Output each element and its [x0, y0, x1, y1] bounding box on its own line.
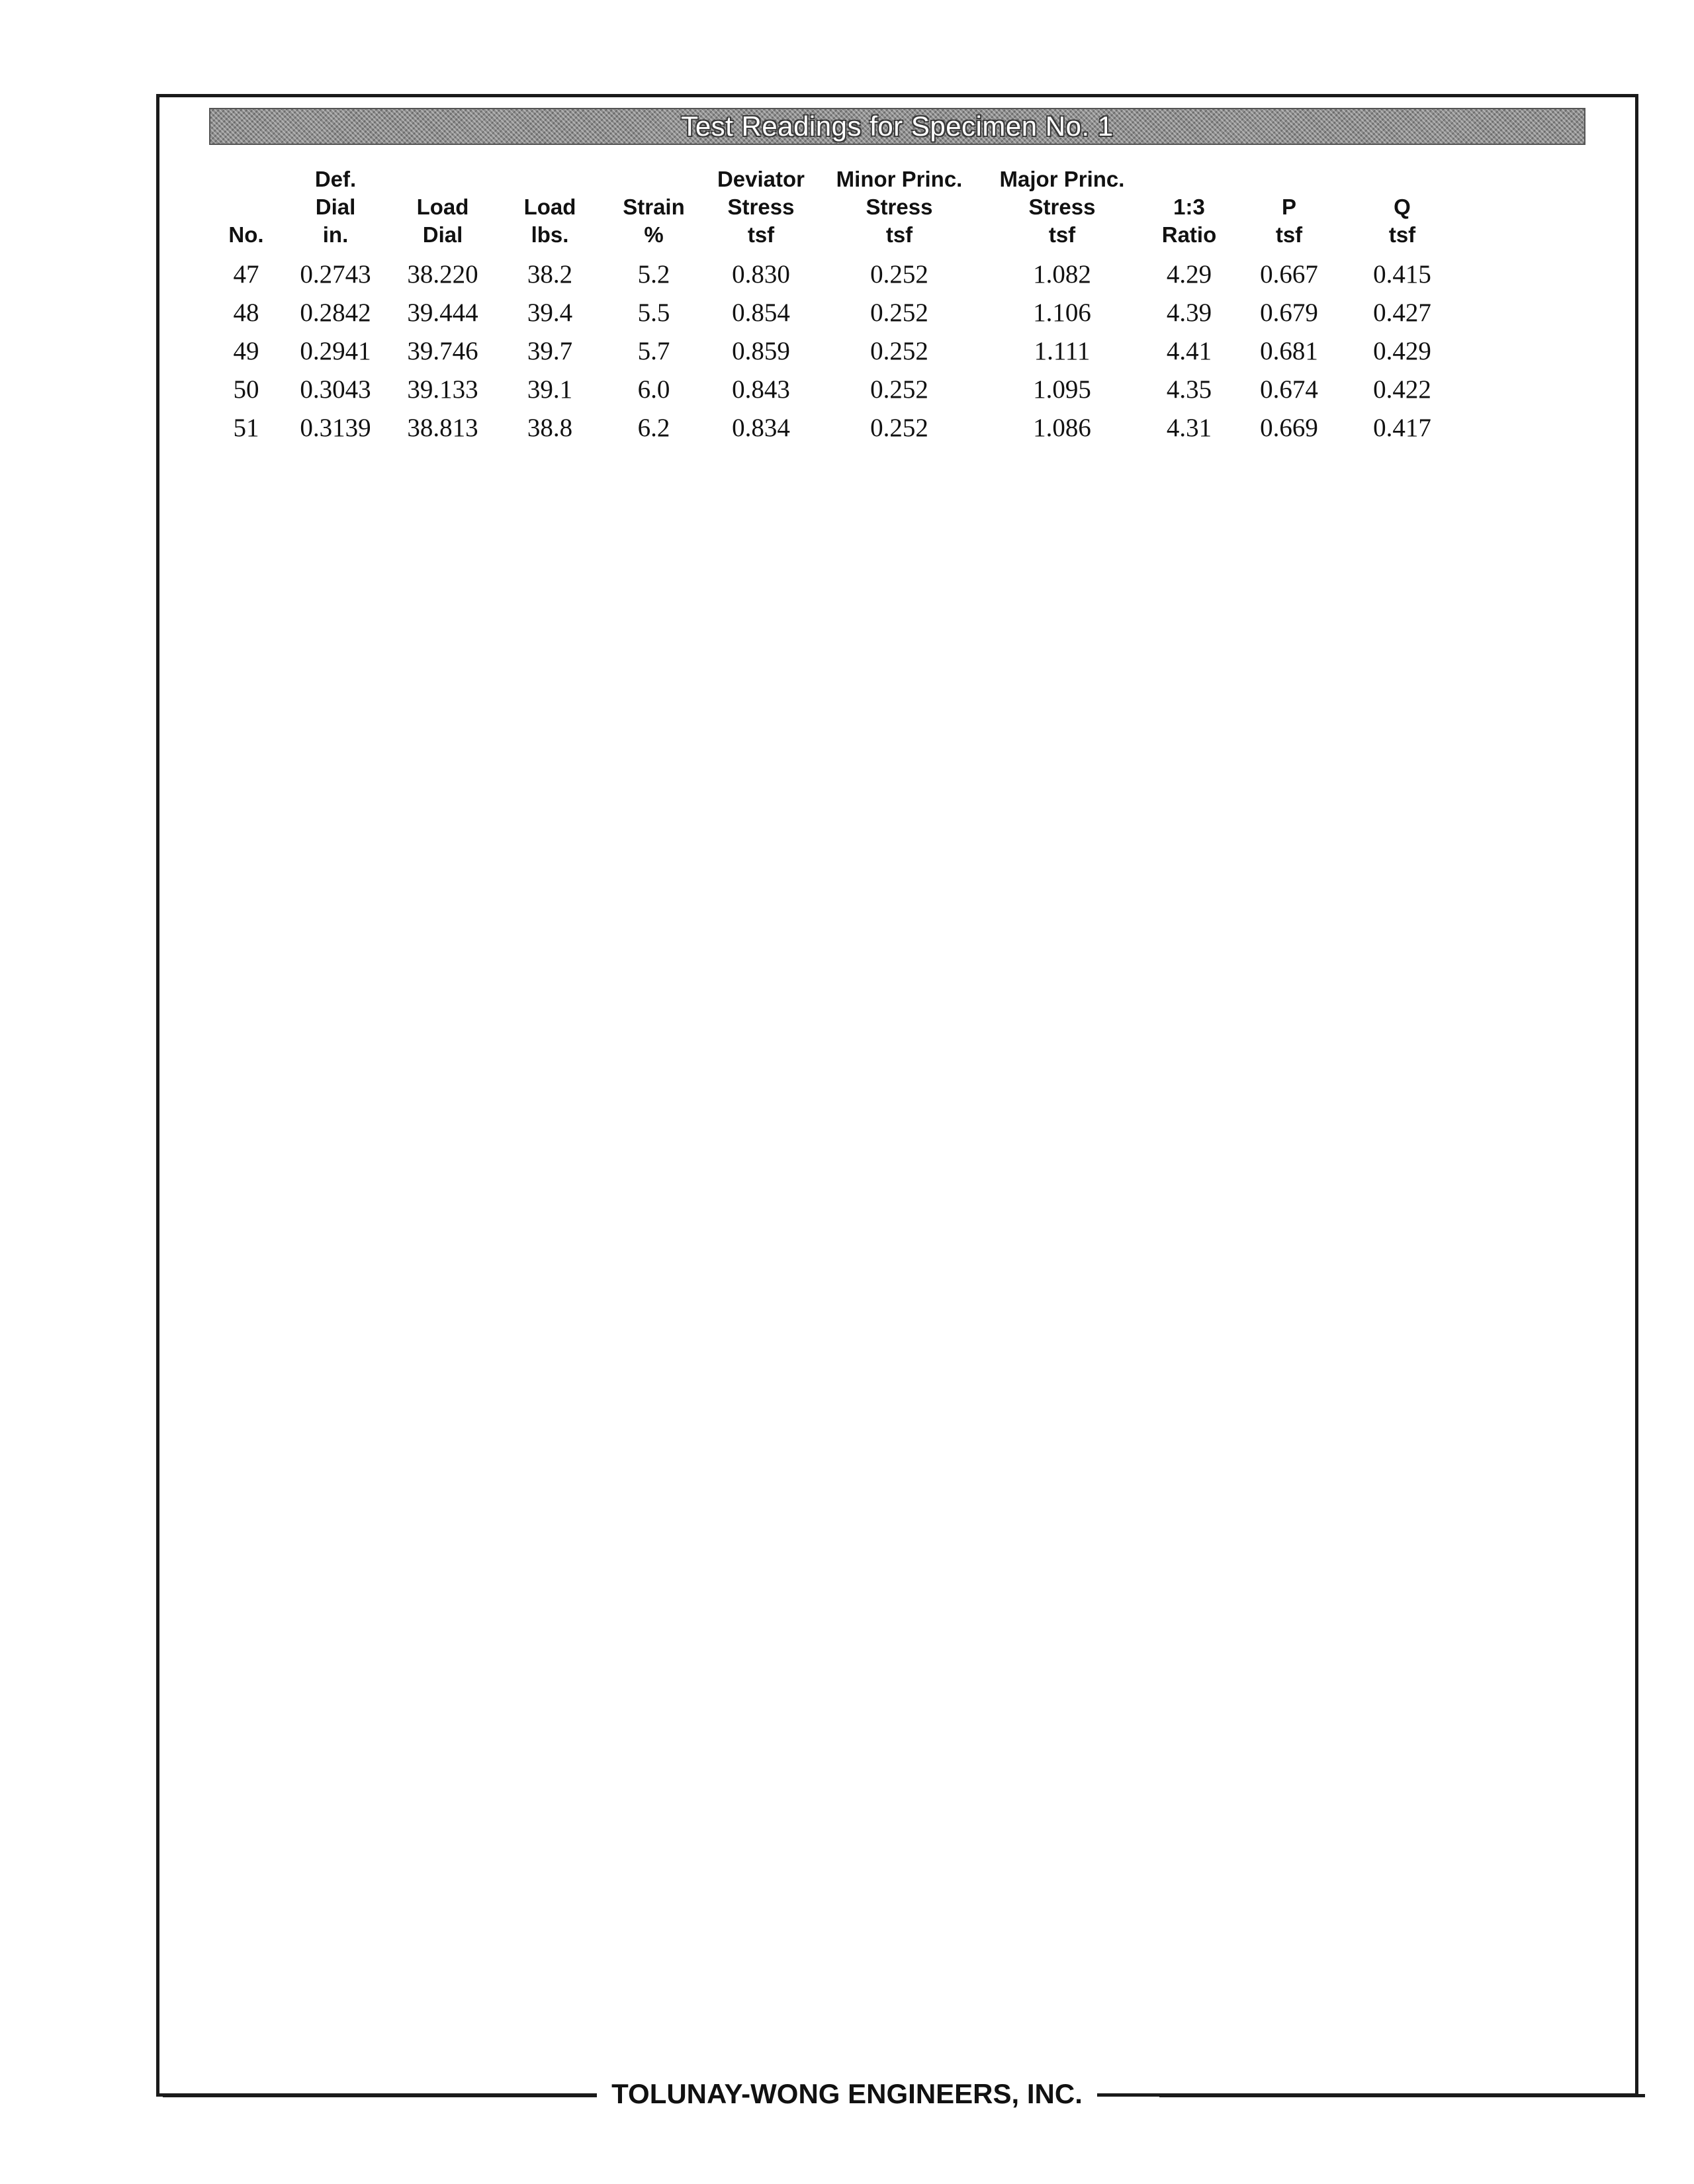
header-line: Dial: [315, 195, 356, 219]
cell-def-dial: 0.2941: [300, 337, 371, 365]
cell-p: 0.679: [1260, 298, 1318, 327]
cell-load-dial: 39.444: [407, 298, 478, 327]
cell-no: 47: [233, 260, 259, 289]
cell-q: 0.422: [1373, 375, 1431, 404]
cell-load-lbs: 39.7: [527, 337, 573, 365]
header-line: Deviator: [717, 167, 805, 191]
table-row: [210, 371, 1461, 409]
header-line: Major Princ.: [999, 167, 1125, 191]
cell-def-dial: 0.2842: [300, 298, 371, 327]
title-banner: [209, 108, 1585, 145]
header-line: Stress: [727, 195, 795, 219]
cell-strain: 6.0: [637, 375, 670, 404]
table-row: [210, 255, 1461, 294]
header-def-dial: [282, 165, 389, 255]
header-line: Q: [1394, 195, 1411, 219]
table-row: [210, 409, 1461, 447]
header-line: Stress: [1028, 195, 1096, 219]
header-no: [210, 165, 282, 255]
cell-q: 0.415: [1373, 260, 1431, 289]
cell-q: 0.429: [1373, 337, 1431, 365]
cell-major-stress: 1.086: [1033, 414, 1091, 442]
cell-def-dial: 0.2743: [300, 260, 371, 289]
cell-p: 0.667: [1260, 260, 1318, 289]
cell-load-dial: 38.813: [407, 414, 478, 442]
cell-p: 0.674: [1260, 375, 1318, 404]
header-line: tsf: [1275, 222, 1303, 247]
header-q: [1343, 165, 1461, 255]
company-name: TOLUNAY-WONG ENGINEERS, INC.: [597, 2078, 1097, 2109]
cell-load-lbs: 39.1: [527, 375, 573, 404]
header-line: %: [644, 222, 664, 247]
header-line: tsf: [1048, 222, 1076, 247]
cell-load-lbs: 38.2: [527, 260, 573, 289]
cell-strain: 6.2: [637, 414, 670, 442]
cell-def-dial: 0.3139: [300, 414, 371, 442]
cell-deviator-stress: 0.843: [732, 375, 790, 404]
cell-load-dial: 38.220: [407, 260, 478, 289]
cell-strain: 5.2: [637, 260, 670, 289]
header-line: tsf: [747, 222, 775, 247]
header-major-princ-stress: [981, 165, 1143, 255]
header-line: No.: [228, 222, 264, 247]
cell-p: 0.681: [1260, 337, 1318, 365]
cell-major-stress: 1.106: [1033, 298, 1091, 327]
cell-no: 50: [233, 375, 259, 404]
page-title: Test Readings for Specimen No. 1: [681, 111, 1114, 142]
table-row: [210, 294, 1461, 332]
header-deviator-stress: [704, 165, 818, 255]
cell-deviator-stress: 0.859: [732, 337, 790, 365]
cell-minor-stress: 0.252: [870, 375, 928, 404]
cell-deviator-stress: 0.854: [732, 298, 790, 327]
cell-major-stress: 1.111: [1034, 337, 1091, 365]
readings-table: [210, 165, 1461, 447]
header-load-lbs: [496, 165, 603, 255]
cell-deviator-stress: 0.830: [732, 260, 790, 289]
header-line: tsf: [1388, 222, 1416, 247]
cell-def-dial: 0.3043: [300, 375, 371, 404]
cell-minor-stress: 0.252: [870, 337, 928, 365]
header-line: Load: [416, 195, 469, 219]
cell-ratio: 4.35: [1166, 375, 1212, 404]
cell-minor-stress: 0.252: [870, 260, 928, 289]
cell-no: 49: [233, 337, 259, 365]
cell-ratio: 4.39: [1166, 298, 1212, 327]
header-line: 1:3: [1173, 195, 1205, 219]
cell-strain: 5.7: [637, 337, 670, 365]
header-line: Strain: [623, 195, 685, 219]
cell-major-stress: 1.082: [1033, 260, 1091, 289]
header-p: [1235, 165, 1343, 255]
cell-minor-stress: 0.252: [870, 414, 928, 442]
header-line: Dial: [422, 222, 463, 247]
header-line: Minor Princ.: [836, 167, 963, 191]
cell-load-lbs: 38.8: [527, 414, 573, 442]
header-load-dial: [389, 165, 496, 255]
cell-ratio: 4.31: [1166, 414, 1212, 442]
cell-no: 51: [233, 414, 259, 442]
cell-load-lbs: 39.4: [527, 298, 573, 327]
cell-q: 0.417: [1373, 414, 1431, 442]
cell-q: 0.427: [1373, 298, 1431, 327]
cell-no: 48: [233, 298, 259, 327]
cell-ratio: 4.41: [1166, 337, 1212, 365]
header-minor-princ-stress: [818, 165, 981, 255]
cell-major-stress: 1.095: [1033, 375, 1091, 404]
header-line: Load: [523, 195, 576, 219]
cell-deviator-stress: 0.834: [732, 414, 790, 442]
header-line: Def.: [314, 167, 357, 191]
table-row: [210, 332, 1461, 371]
header-line: P: [1281, 195, 1296, 219]
header-ratio: [1143, 165, 1235, 255]
header-line: lbs.: [531, 222, 569, 247]
header-line: Stress: [866, 195, 933, 219]
cell-load-dial: 39.133: [407, 375, 478, 404]
footer: [0, 2078, 1694, 2110]
cell-ratio: 4.29: [1166, 260, 1212, 289]
header-line: tsf: [885, 222, 913, 247]
header-row: [210, 165, 1461, 255]
cell-strain: 5.5: [637, 298, 670, 327]
header-line: Ratio: [1161, 222, 1217, 247]
header-line: in.: [322, 222, 349, 247]
header-strain: [603, 165, 704, 255]
cell-minor-stress: 0.252: [870, 298, 928, 327]
cell-p: 0.669: [1260, 414, 1318, 442]
cell-load-dial: 39.746: [407, 337, 478, 365]
